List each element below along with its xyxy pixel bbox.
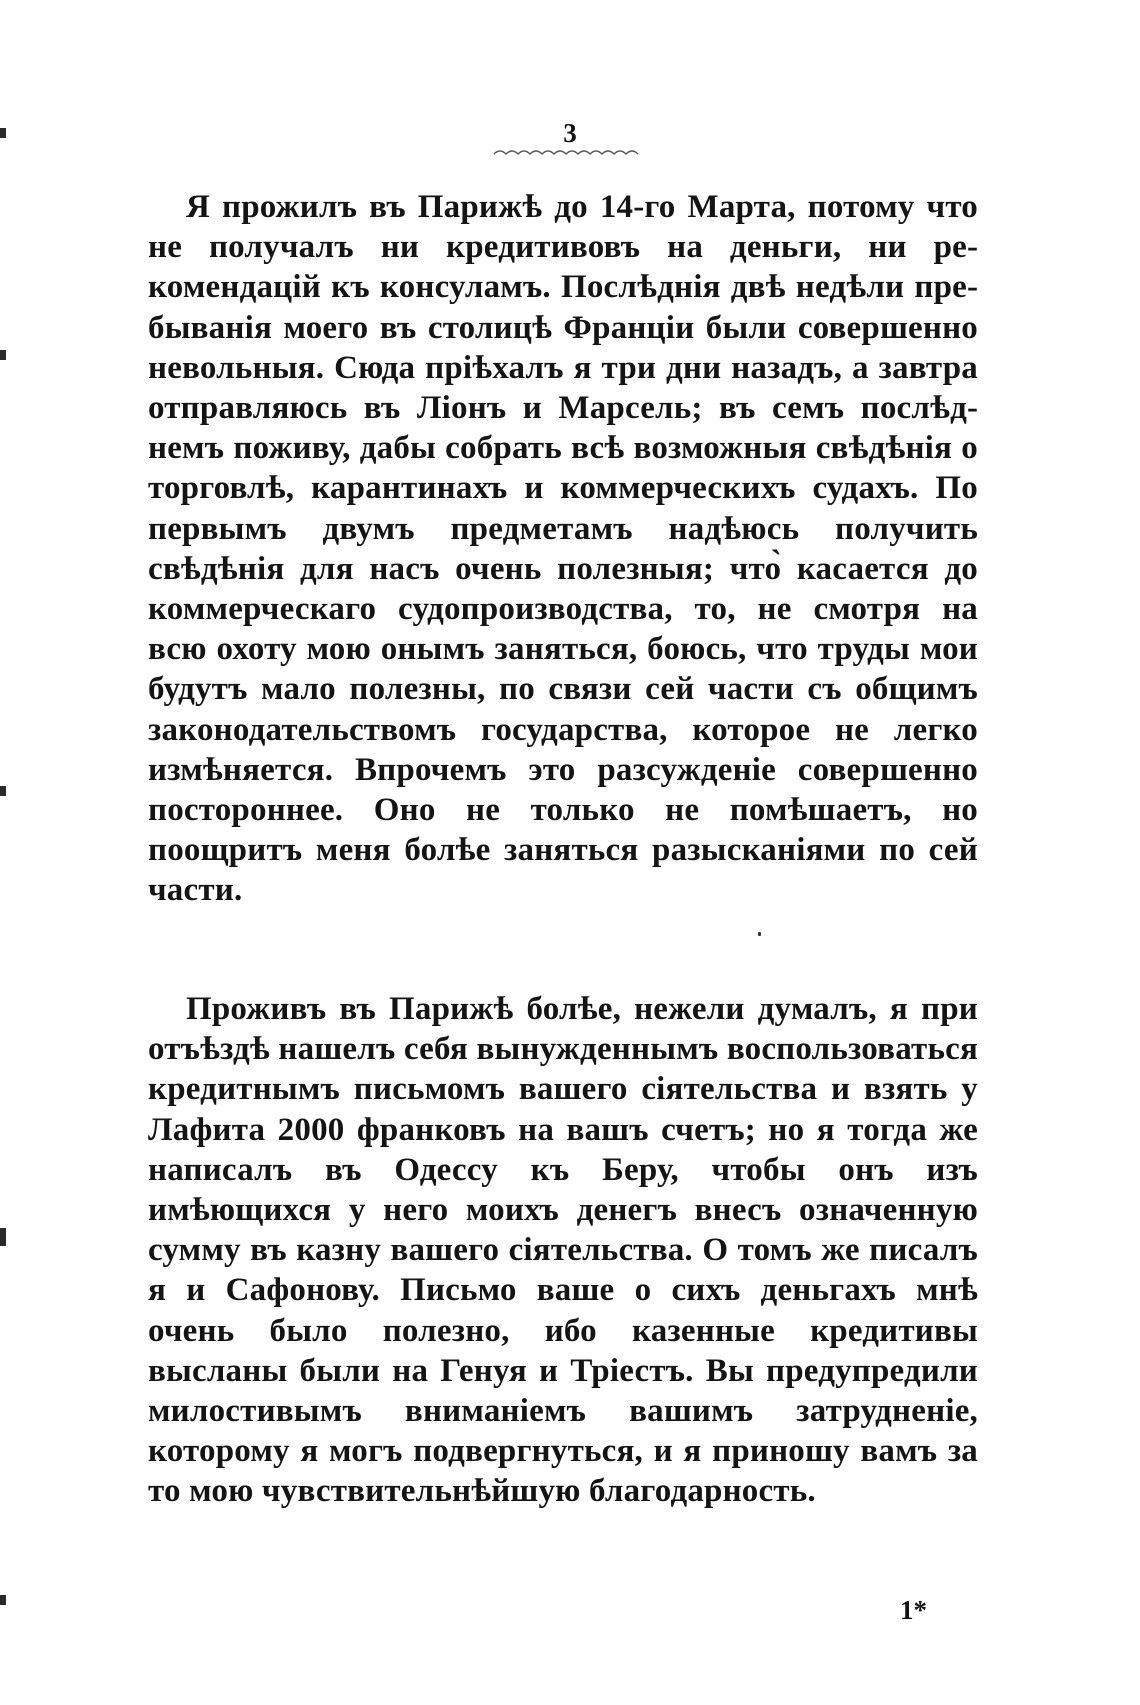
scan-edge-mark: [0, 350, 6, 360]
ornament-divider: [492, 146, 640, 158]
scan-edge-mark: [0, 1228, 6, 1246]
signature-mark: 1*: [900, 1595, 927, 1625]
scan-edge-mark: [0, 786, 6, 796]
scan-edge-mark: [0, 128, 6, 138]
scan-speck: [758, 932, 761, 936]
scan-edge-mark: [0, 1595, 6, 1605]
page-number: 3: [563, 118, 577, 148]
paragraph-2: Проживъ въ Парижѣ болѣе, нежели думалъ, я при отъѣздѣ нашелъ себя вынужденнымъ воспользоваться кредитнымъ письмомъ вашего сіятельства и взять у Лафита 2000 франковъ на вашъ счетъ; но я тогда же написалъ въ Одессу къ Беру, чтобы онъ изъ имѣющихся у него моихъ денегъ внесъ означенную сумму въ казну вашего сіятельства. О томъ же писалъ я и Сафонову. Письмо ваше о сихъ деньгахъ мнѣ очень было полезно, ибо казенные кредитивы высланы были на Генуя и Тріестъ. Вы предупредили милостивымъ вниманіемъ вашимъ затрудненіе, которому я могъ подвергнуться, и я приношу вамъ за то мою чувствительнѣйшую благодарность.: [148, 991, 978, 1510]
paragraph-1: Я прожилъ въ Парижѣ до 14-го Марта, потому что не получалъ ни кредитивовъ на деньги, ни рекомендацій къ консуламъ. Послѣднія двѣ недѣли пребыванія моего въ столицѣ Франціи были совершенно невольныя. Сюда пріѣхалъ я три дни назадъ, а завтра отправляюсь въ Ліонъ и Марсель; въ семъ послѣднемъ поживу, дабы собрать всѣ возможныя свѣдѣнія о торговлѣ, карантинахъ и коммерческихъ судахъ. По первымъ двумъ предметамъ надѣюсь получить свѣдѣнія для насъ очень полезныя; что̀ касается до коммерческаго судопроизводства, то, не смотря на всю охоту мою онымъ заняться, боюсь, что труды мои будутъ мало полезны, по связи сей части съ общимъ законодательствомъ государства, которое не легко измѣняется. Впрочемъ это разсужденіе совершенно постороннее. Оно не только не помѣшаетъ, но поощритъ меня болѣе заняться разысканіями по сей части.: [148, 189, 978, 909]
